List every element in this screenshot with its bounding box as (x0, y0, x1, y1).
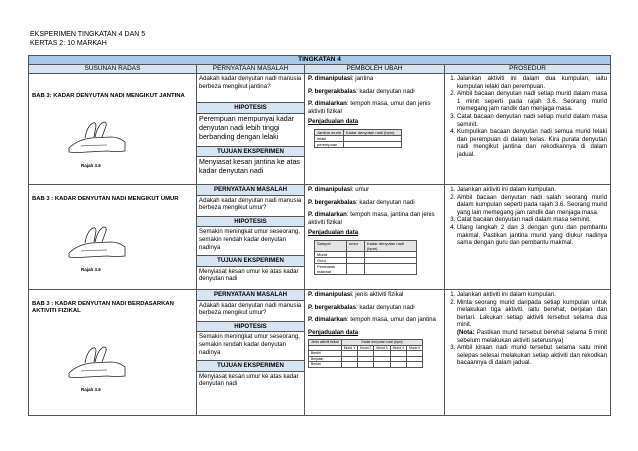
document-subtitle: KERTAS 2: 10 MARKAH (30, 40, 107, 47)
table-cell: Murid (315, 251, 347, 257)
table-row (29, 185, 611, 290)
hipotesis-text: Semakin meningkat umur seseorang, semakin rendah kadar denyutan nadinya (199, 333, 300, 356)
prosedur-cell (445, 74, 611, 185)
table-cell (344, 141, 402, 147)
masalah-heading: PERNYATAAN MASALAH (197, 290, 304, 301)
dimanipulasi-value: : jantina (351, 75, 374, 82)
note-label: (Nota: (457, 328, 475, 336)
hipotesis-text: Semakin meningkat umur seseorang, semakin rendah kadar denyutan nadinya (199, 228, 300, 251)
document-title: EKSPERIMEN TINGKATAN 4 DAN 5 (30, 31, 146, 38)
list-item: 2. Ambil bacaan denyutan nadi salah seorang murid dalam kumpulan seperti pada rajah 3.6. Seorang murid yang lain memegang jam randik dan menjaga masa. (457, 194, 607, 217)
table-cell: Murid 1 (341, 345, 357, 351)
radas-title: BAB 3 : KADAR DENYUTAN NADI MENGIKUT UMUR (32, 196, 179, 202)
masalah-heading: PERNYATAAN MASALAH (197, 185, 304, 196)
dimanipulasi-value: : jenis aktiviti fizikal (351, 291, 404, 298)
hipotesis-heading: HIPOTESIS (197, 102, 304, 114)
jadual-label: Penjadualan data (308, 229, 359, 237)
hipotesis-heading: HIPOTESIS (197, 321, 304, 333)
list-item: 1. Jalankan aktiviti ini dalam dua kumpulan, iaitu kumpulan lelaki dan perempuan. (457, 75, 607, 90)
tujuan-text: Menyiasat kesan umur ke atas kadar denyutan nadi (199, 372, 299, 388)
radas-cell (29, 290, 197, 416)
hipotesis-heading: HIPOTESIS (197, 216, 304, 228)
jadual-label: Penjadualan data (308, 118, 359, 126)
tujuan-heading: TUJUAN EKSPERIMEN (197, 146, 304, 158)
table-cell: Berlari (309, 362, 342, 368)
table-cell: Murid 3 (374, 345, 390, 351)
masalah-text: Adakah kadar denyutan nadi manusia berbeza mengikut umur? (199, 196, 302, 212)
table-cell: Kadar denyutan nadi (bpm) (341, 340, 423, 346)
radas-title: BAB 3: KADAR DENYUTAN NADI MENGIKUT JANTINA (32, 93, 185, 99)
tujuan-text: Menyiasat kesan umur ke atas kadar denyutan nadi (199, 267, 299, 283)
table-cell: Murid 4 (390, 345, 406, 351)
tujuan-heading: TUJUAN EKSPERIMEN (197, 255, 304, 267)
figure-caption: Rajah 3.6 (81, 267, 101, 272)
masalah-cell (197, 74, 305, 185)
radas-cell (29, 185, 197, 290)
masalah-text: Adakah kadar denyutan nadi manusia berbeza mengikut jantina? (199, 75, 302, 90)
table-row (29, 74, 611, 185)
table-cell: umur (347, 240, 365, 251)
dimanipulasi-label: P. dimanipulasi (308, 75, 352, 82)
prosedur-cell (445, 290, 611, 416)
dimalarkan-label: P. dimalarkan (308, 211, 347, 219)
list-item: 3. Ambil kiraan nadi murid tersebut selama satu minit selepas selesai melakukan setiap aktiviti dan rekodkan bacaannya di dalam jadual. (457, 344, 607, 367)
table-cell: perempuan (315, 141, 344, 147)
list-item: 4. Kumpulkan bacaan denyutan nadi semua murid lelaki dan perempuan di dalam kelas. Kira purata denyutan nadi mengikut jantina dan rekodkannya di dalam jadual. (457, 128, 607, 158)
table-cell: Sampel (315, 240, 347, 251)
tujuan-text: Menyiasat kesan jantina ke atas kadar denyutan nadi (199, 158, 300, 176)
list-item: 3. Catat bacaan denyutan nadi dalam masa seminit. (457, 216, 607, 224)
table-cell: Pembantu makmal (315, 263, 347, 274)
dimalarkan-value: : tempoh masa, umur dan jenis aktiviti fizikal (308, 100, 431, 115)
list-item: 1. Jalankan aktiviti ini dalam kumpulan. (457, 291, 607, 299)
list-item: 2. Ambil bacaan denyutan nadi setiap murid dalam masa 1 minit seperti pada rajah 3.6. Seorang murid memegang jam randik dan menjaga masa. (457, 90, 607, 113)
radas-cell (29, 74, 197, 185)
data-table (314, 240, 417, 275)
dimalarkan-value: : tempoh masa, jantina dan jenis aktiviti fizikal (308, 211, 435, 226)
table-cell: Berjalan (309, 356, 342, 362)
prosedur-cell (445, 185, 611, 290)
wrist-pulse-illustration (67, 118, 127, 156)
list-item (457, 299, 607, 345)
column-header-radas: SUSUNAN RADAS (29, 65, 197, 74)
ubah-cell (305, 74, 445, 185)
table-cell: Kadar denyutan nadi (bpm) (365, 240, 417, 251)
dimalarkan-label: P. dimalarkan (308, 100, 347, 108)
bergerakbalas-value: : kadar denyutan nadi (356, 87, 415, 95)
ubah-cell (305, 185, 445, 290)
masalah-cell (197, 290, 305, 416)
table-cell (365, 263, 417, 274)
bergerakbalas-value: : kadar denyutan nadi (356, 198, 415, 206)
bergerakbalas-label: P. bergerakbalas (308, 198, 356, 206)
column-header-masalah: PERNYATAAN MASALAH (197, 65, 305, 74)
data-table (314, 129, 402, 148)
dimalarkan-label: P. dimalarkan (308, 316, 347, 324)
masalah-cell (197, 185, 305, 290)
bergerakbalas-label: P. bergerakbalas (308, 303, 356, 311)
table-cell: lelaki (315, 135, 344, 141)
table-title: TINGKATAN 4 (29, 56, 611, 65)
figure-caption: Rajah 3.6 (81, 387, 101, 392)
bergerakbalas-label: P. bergerakbalas (308, 87, 356, 95)
data-table (308, 339, 423, 368)
masalah-text: Adakah kadar denyutan nadi manusia berbeza mengikut umur? (199, 301, 302, 317)
experiment-table (28, 55, 611, 416)
table-cell: Murid 5 (406, 345, 422, 351)
list-item: 4. Ulang langkah 2 dan 3 dengan guru dan pembantu makmal. Pastikan jantina murid yang diukur nadinya sama dengan guru dan pembantu makmal. (457, 224, 607, 247)
list-item: 3. Catat bacaan denyutan nadi setiap murid dalam masa seminit. (457, 113, 607, 128)
dimanipulasi-label: P. dimanipulasi (308, 186, 352, 193)
wrist-pulse-illustration (67, 223, 127, 261)
dimanipulasi-label: P. dimanipulasi (308, 291, 352, 298)
figure-caption: Rajah 3.6 (81, 163, 101, 168)
ubah-cell (305, 290, 445, 416)
wrist-pulse-illustration (67, 343, 127, 381)
tujuan-heading: TUJUAN EKSPERIMEN (197, 360, 304, 372)
bergerakbalas-value: : kadar denyutan nadi (356, 303, 415, 311)
radas-title: BAB 3 : KADAR DENYUTAN NADI BERDASARKAN AKTIVITI FIZIKAL (32, 301, 174, 315)
table-cell: Kadar denyutan nadi (bpm) (344, 129, 402, 135)
list-item: 1. Jalankan aktiviti ini dalam kumpulan. (457, 186, 607, 194)
procedure-text: Minta seorang murid daripada setiap kumpulan untuk melakukan tiga aktiviti, iaitu berehat, berjalan dan berlari. Lakukan setiap aktiviti tersebut selama dua minit. (457, 298, 608, 329)
hipotesis-text: Perempuan mempunyai kadar denyutan nadi lebih tinggi berbanding dengan lelaki (199, 114, 295, 141)
column-header-ubah: PEMBOLEH UBAH (305, 65, 445, 74)
column-header-prosedur: PROSEDUR (445, 65, 611, 74)
dimanipulasi-value: : umur (351, 186, 370, 193)
table-cell: Guru (315, 257, 347, 263)
table-cell: Jenis aktiviti fizikal (309, 340, 342, 346)
table-cell: Berdiri (309, 351, 342, 357)
table-cell: Jantina murid (315, 129, 344, 135)
table-cell (347, 263, 365, 274)
jadual-label: Penjadualan data (308, 328, 359, 336)
dimalarkan-value: : tempoh masa, umur dan jantina (346, 316, 436, 324)
table-cell: Murid 2 (358, 345, 374, 351)
note-text: Pastikan murid tersebut berehat selama 5 minit sebelum melakukan aktiviti seterusnya) (457, 328, 608, 344)
table-row (29, 290, 611, 416)
